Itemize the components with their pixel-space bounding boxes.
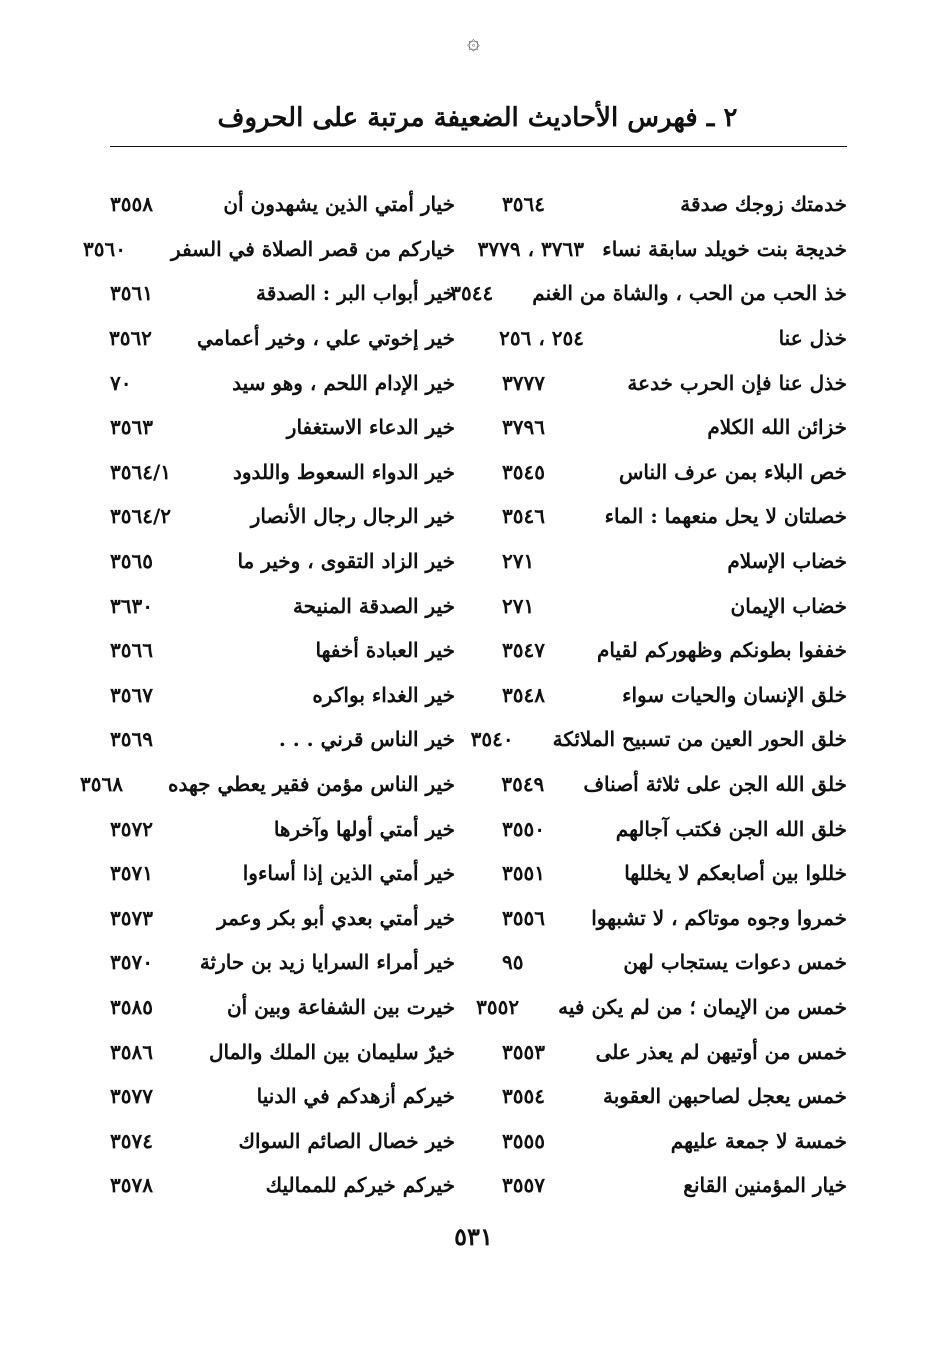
hadith-incipit: خير أمراء السرايا زيد بن حارثة [199,950,455,975]
hadith-incipit: خير الغداء بواكره [312,682,455,707]
hadith-incipit: خضاب الإيمان [730,593,847,618]
index-entry [502,673,847,718]
hadith-number: ٣٧٧٧ [502,370,545,395]
index-entry [110,405,455,450]
index-entry [502,851,847,896]
index-entry [110,1074,455,1119]
index-entry [499,316,847,361]
hadith-number: ٣٥٧٣ [110,905,153,930]
hadith-number: ٣٥٧٨ [110,1173,153,1198]
index-entry [110,628,455,673]
hadith-number: ٣٥٥٦ [502,905,545,930]
hadith-incipit: خير إخوتي علي ، وخير أعمامي [196,326,455,351]
hadith-incipit: خير الدواء السعوط واللدود [232,459,455,484]
index-entry [110,717,455,762]
hadith-number: ٣٥٥٢ [476,994,520,1019]
index-entry [110,316,455,361]
hadith-number: ٣٥٥٣ [502,1039,545,1064]
index-entry [110,494,455,539]
hadith-incipit: خمس من الإيمان ؛ من لم يكن فيه [558,994,847,1019]
hadith-incipit: خيرت بين الشفاعة وبين أن [226,994,455,1019]
index-entry [110,182,455,227]
hadith-incipit: خير أبواب البر : الصدقة [255,281,455,306]
index-column-right [450,182,847,1208]
index-entry [110,1029,455,1074]
header-ornament-icon: ۞ [467,30,480,55]
hadith-incipit: خمسة لا جمعة عليهم [670,1128,847,1153]
hadith-number: ٣٥٦١ [110,281,153,306]
index-entry [502,405,847,450]
hadith-number: ٣٧٦٣ ، ٣٧٧٩ [477,236,584,261]
hadith-number: ٣٥٦٤/١ [110,459,172,484]
hadith-incipit: خذل عنا [778,326,847,351]
index-entry [110,1163,455,1208]
index-entry [502,1118,847,1163]
hadith-incipit: خير أمتي الذين إذا أساءوا [242,861,455,886]
hadith-number: ٣٥٤٠ [470,727,514,752]
hadith-incipit: خيركم أزهدكم في الدنيا [256,1084,455,1109]
hadith-number: ٣٦٣٠ [110,593,153,618]
hadith-number: ٣٥٤٦ [502,504,545,529]
index-entry [110,360,455,405]
hadith-incipit: خير الناس مؤمن فقير يعطي جهده [167,772,455,797]
hadith-number: ٣٥٦٤ [502,192,545,217]
index-entry [502,494,847,539]
hadith-number: ٢٧١ [502,549,535,574]
index-entry [502,1029,847,1074]
hadith-incipit: خيرٌ سليمان بين الملك والمال [208,1039,455,1064]
hadith-number: ٣٥٨٥ [110,994,153,1019]
index-entry [502,450,847,495]
hadith-number: ٧٠ [110,370,132,395]
hadith-number: ٣٥٦٨ [79,772,123,797]
hadith-incipit: خير أمتي بعدي أبو بكر وعمر [217,905,455,930]
hadith-incipit: خففوا بطونكم وظهوركم لقيام [597,638,847,663]
hadith-number: ٢٥٤ ، ٢٥٦ [499,326,584,351]
hadith-incipit: خلق الله الجن على ثلاثة أصناف [583,772,847,797]
index-entry [110,673,455,718]
hadith-incipit: خلق الإنسان والحيات سواء [622,682,847,707]
hadith-incipit: خيار المؤمنين القانع [683,1173,847,1198]
hadith-incipit: خدمتك زوجك صدقة [680,192,847,217]
hadith-number: ٣٥٦٧ [110,682,153,707]
index-entry [502,628,847,673]
hadith-number: ٣٥٥٠ [502,816,545,841]
hadith-incipit: خير الرجال رجال الأنصار [250,504,455,529]
hadith-incipit: خير خصال الصائم السواك [238,1128,455,1153]
hadith-number: ٣٥٥٥ [502,1128,545,1153]
hadith-incipit: خصلتان لا يحل منعهما : الماء [604,504,847,529]
index-entry [110,851,455,896]
hadith-number: ٣٧٩٦ [502,415,545,440]
hadith-number: ٣٥٦٠ [83,236,126,261]
index-entry [110,940,455,985]
hadith-number: ٣٥٦٥ [110,549,153,574]
index-entry [450,271,847,316]
index-entry [110,450,455,495]
hadith-incipit: خمس من أوتيهن لم يعذر على [595,1039,847,1064]
index-entry [79,762,455,807]
hadith-incipit: خمروا وجوه موتاكم ، لا تشبهوا [591,905,847,930]
hadith-incipit: خير العبادة أخفها [315,638,455,663]
index-entry [502,583,847,628]
hadith-number: ٣٥٧٧ [110,1084,153,1109]
index-entry [502,182,847,227]
hadith-number: ٣٥٧٤ [110,1128,153,1153]
hadith-number: ٢٧١ [502,593,535,618]
hadith-number: ٣٥٥٨ [110,192,153,217]
index-entry [470,717,847,762]
index-entry [476,985,847,1030]
hadith-number: ٣٥٤٤ [450,281,494,306]
hadith-incipit: خير الناس قرني . . . [278,727,455,752]
hadith-number: ٣٥٦٦ [110,638,153,663]
index-entry [502,806,847,851]
hadith-incipit: خص البلاء بمن عرف الناس [619,459,847,484]
hadith-number: ٣٥٥١ [502,861,545,886]
index-entry [502,360,847,405]
hadith-number: ٣٥٦٤/٢ [110,504,172,529]
hadith-incipit: خزائن الله الكلام [707,415,847,440]
hadith-number: ٣٥٤٨ [502,682,545,707]
hadith-incipit: خديجة بنت خويلد سابقة نساء [602,236,847,261]
index-entry [110,806,455,851]
index-entry [110,1118,455,1163]
hadith-number: ٣٥٤٩ [501,772,545,797]
index-entry [502,1074,847,1119]
hadith-incipit: خيار أمتي الذين يشهدون أن [223,192,455,217]
index-entry [502,762,847,807]
hadith-incipit: خلق الحور العين من تسبيح الملائكة [552,727,847,752]
hadith-number: ٣٥٦٣ [110,415,153,440]
hadith-incipit: خمس دعوات يستجاب لهن [623,950,847,975]
hadith-number: ٣٥٧٢ [110,816,153,841]
hadith-incipit: خذل عنا فإن الحرب خدعة [627,370,847,395]
index-column-left [79,182,455,1208]
index-entry [502,940,847,985]
hadith-incipit: خير الصدقة المنيحة [292,593,455,618]
hadith-number: ٣٥٥٤ [502,1084,545,1109]
page-number: ٥٣١ [454,1222,493,1251]
hadith-number: ٣٥٤٧ [502,638,545,663]
index-entry [502,896,847,941]
index-entry [110,271,455,316]
hadith-incipit: خلق الله الجن فكتب آجالهم [615,816,847,841]
running-title: ٢ ـ فهرس الأحاديث الضعيفة مرتبة على الحروف [217,103,738,133]
hadith-incipit: خضاب الإسلام [727,549,847,574]
hadith-incipit: خمس يعجل لصاحبهن العقوبة [603,1084,847,1109]
hadith-incipit: خير أمتي أولها وآخرها [273,816,455,841]
index-entry [502,1163,847,1208]
index-entry [477,227,847,272]
hadith-incipit: خللوا بين أصابعكم لا يخللها [624,861,847,886]
hadith-number: ٣٥٥٧ [502,1173,545,1198]
hadith-number: ٣٥٦٢ [108,326,152,351]
hadith-number: ٩٥ [502,950,524,975]
index-entry [110,896,455,941]
index-entry [502,539,847,584]
index-entry [83,227,455,272]
hadith-number: ٣٥٦٩ [110,727,153,752]
hadith-number: ٣٥٧٠ [110,950,153,975]
hadith-number: ٣٥٤٥ [502,459,545,484]
hadith-incipit: خير الزاد التقوى ، وخير ما [237,549,455,574]
hadith-number: ٣٥٧١ [110,861,153,886]
hadith-number: ٣٥٨٦ [110,1039,153,1064]
hadith-incipit: خير الإدام اللحم ، وهو سيد [232,370,455,395]
header-rule [110,146,847,147]
index-entry [110,539,455,584]
index-entry [110,985,455,1030]
index-entry [110,583,455,628]
hadith-incipit: خير الدعاء الاستغفار [286,415,455,440]
hadith-incipit: خذ الحب من الحب ، والشاة من الغنم [532,281,847,306]
hadith-incipit: خيركم خيركم للمماليك [265,1173,455,1198]
hadith-incipit: خياركم من قصر الصلاة في السفر [171,236,455,261]
